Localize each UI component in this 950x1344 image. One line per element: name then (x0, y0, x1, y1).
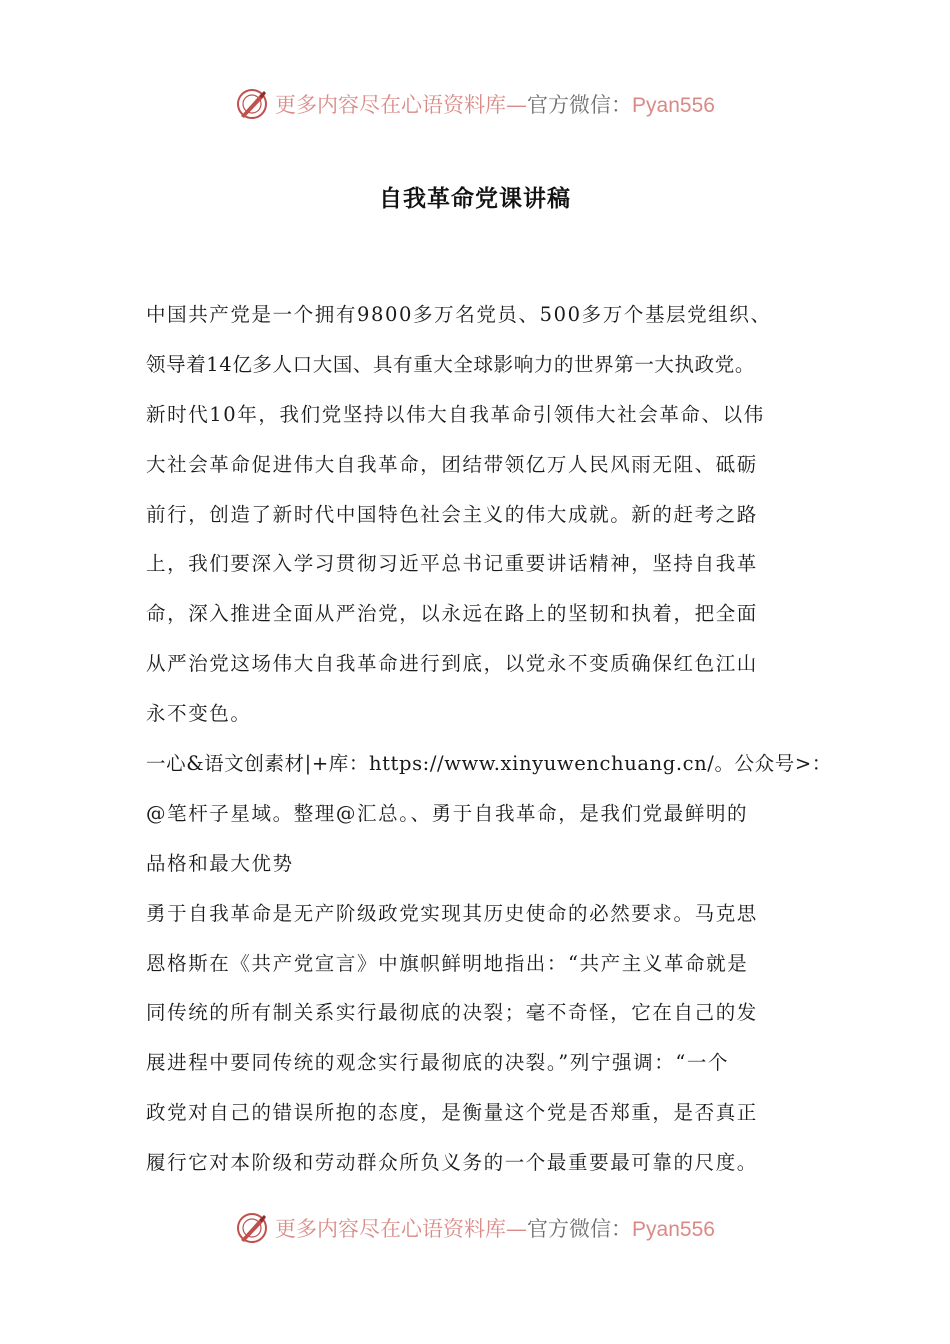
body-line: 上，我们要深入学习贯彻习近平总书记重要讲话精神，坚持自我革 (146, 552, 758, 576)
body-line: 永不变色。 (146, 702, 252, 726)
wechat-id: Pyan556 (632, 1218, 715, 1241)
body-line: 新时代10年，我们党坚持以伟大自我革命引领伟大社会革命、以伟 (146, 402, 765, 426)
wechat-label: 官方微信： (527, 1217, 633, 1241)
wechat-label: 官方微信： (527, 93, 633, 117)
document-body (146, 290, 832, 1188)
body-line: 恩格斯在《共产党宣言》中旗帜鲜明地指出：“共产主义革命就是 (146, 951, 749, 975)
footer-banner (0, 1208, 950, 1248)
body-line: 大社会革命促进伟大自我革命，团结带领亿万人民风雨无阻、砥砺 (146, 452, 758, 476)
banner-text: 更多内容尽在心语资料库—官方微信：Pyan556 (275, 93, 715, 117)
banner-text: 更多内容尽在心语资料库—官方微信：Pyan556 (275, 1217, 715, 1241)
body-line: 同传统的所有制关系实行最彻底的决裂；毫不奇怪，它在自己的发 (146, 1001, 758, 1025)
wechat-id: Pyan556 (632, 94, 715, 117)
pen-logo-icon (235, 87, 269, 121)
body-line: 展进程中要同传统的观念实行最彻底的决裂。”列宁强调：“一个 (146, 1051, 730, 1075)
body-line: @笔杆子星域。整理@汇总。、勇于自我革命，是我们党最鲜明的 (146, 801, 749, 825)
body-line: 从严治党这场伟大自我革命进行到底，以党永不变质确保红色江山 (146, 652, 758, 676)
document-title: 自我革命党课讲稿 (379, 186, 571, 212)
body-line: 前行，创造了新时代中国特色社会主义的伟大成就。新的赶考之路 (146, 502, 758, 526)
header-banner (0, 84, 950, 124)
body-line: 履行它对本阶级和劳动群众所负义务的一个最重要最可靠的尺度。 (146, 1151, 758, 1175)
pen-logo-icon (235, 1211, 269, 1245)
body-line: 一心&语文创素材|+库：https://www.xinyuwenchuang.cn/。公众号>： (146, 752, 832, 776)
body-line: 中国共产党是一个拥有9800多万名党员、500多万个基层党组织、 (146, 303, 772, 326)
body-line: 勇于自我革命是无产阶级政党实现其历史使命的必然要求。马克思 (146, 901, 758, 925)
body-line: 政党对自己的错误所抱的态度，是衡量这个党是否郑重，是否真正 (146, 1101, 758, 1125)
body-line: 品格和最大优势 (146, 851, 294, 875)
body-line: 命，深入推进全面从严治党，以永远在路上的坚韧和执着，把全面 (146, 602, 758, 626)
body-line: 领导着14亿多人口大国、具有重大全球影响力的世界第一大执政党。 (146, 352, 755, 376)
